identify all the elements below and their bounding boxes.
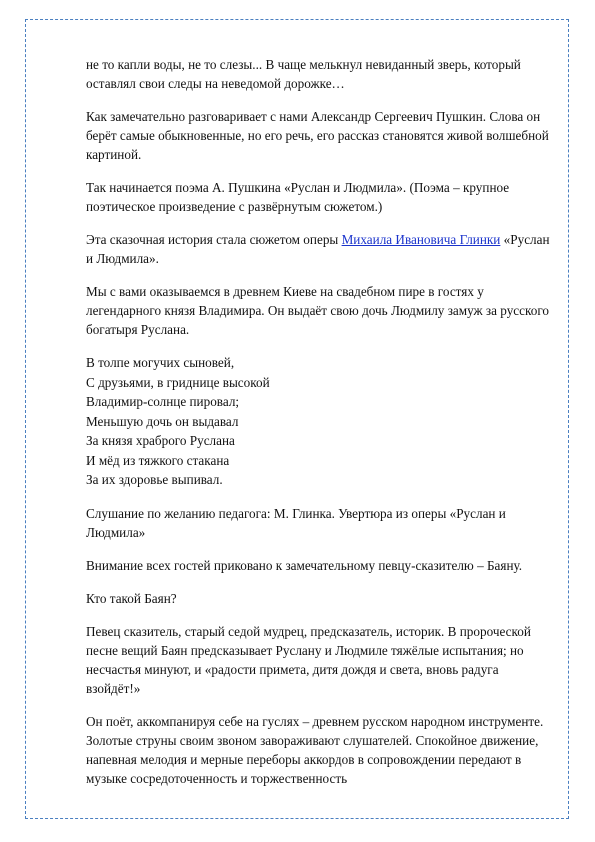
paragraph-4-text-before: Эта сказочная история стала сюжетом оперы [86, 232, 342, 247]
poem-line: За их здоровье выпивал. [86, 472, 223, 487]
poem-block [86, 353, 556, 490]
paragraph-2: Как замечательно разговаривает с нами Александр Сергеевич Пушкин. Слова он берёт самые обыкновенные, но его речь, его рассказ становятся живой волшебной картиной. [86, 109, 549, 162]
poem-line: Меньшую дочь он выдавал [86, 413, 239, 429]
glinka-link[interactable]: Михаила Ивановича Глинки [341, 232, 501, 247]
paragraph-5: Мы с вами оказываемся в древнем Киеве на свадебном пире в гостях у легендарного князя Владимира. Он выдаёт свою дочь Людмилу замуж за русского богатыря Руслана. [86, 284, 550, 337]
poem-line: Владимир-солнце пировал; [86, 394, 240, 409]
poem-line: В толпе могучих сыновей, [86, 355, 235, 370]
document-body [86, 55, 556, 802]
poem-line: За князя храброго Руслана [86, 433, 235, 448]
paragraph-3: Так начинается поэма А. Пушкина «Руслан и Людмила». (Поэма – крупное поэтическое произведение с развёрнутым сюжетом.) [86, 180, 510, 214]
paragraph-8: Кто такой Баян? [86, 590, 177, 606]
paragraph-4 [86, 230, 556, 268]
paragraph-4-text-after: «Руслан и Людмила». [86, 232, 550, 266]
paragraph-7: Внимание всех гостей приковано к замечательному певцу-сказителю – Баяну. [86, 557, 523, 573]
paragraph-10: Он поёт, аккомпанируя себе на гуслях – древнем русском народном инструменте. Золотые струны своим звоном завораживают слушателей. Спокойное движение, напевная мелодия и мерные переборы аккордов в сопровождении передают в музыке сосредоточенность и торжественность [86, 713, 544, 786]
paragraph-6: Слушание по желанию педагога: М. Глинка. Увертюра из оперы «Руслан и Людмила» [86, 505, 506, 540]
paragraph-9: Певец сказитель, старый седой мудрец, предсказатель, историк. В пророческой песне вещий Баян предсказывает Руслану и Людмиле тяжёлые испытания; но несчастья минуют, и «радости примета, дитя дождя и света, вновь радуга взойдёт!» [86, 623, 531, 696]
paragraph-1: не то капли воды, не то слезы... В чаще мелькнул невиданный зверь, который оставлял свои следы на неведомой дорожке… [86, 57, 521, 91]
poem-line: С друзьями, в гриднице высокой [86, 374, 270, 390]
poem-line: И мёд из тяжкого стакана [86, 452, 230, 468]
